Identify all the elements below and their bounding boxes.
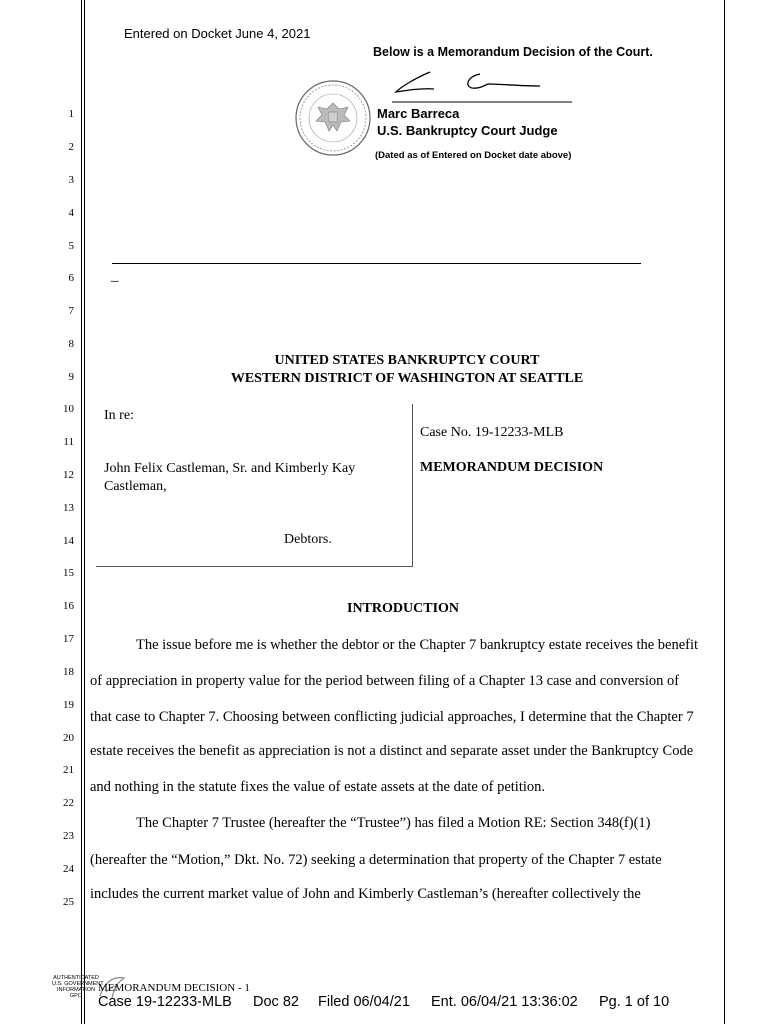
gpo-text: GPO	[69, 993, 83, 999]
page-footer-label: MEMORANDUM DECISION - 1	[98, 982, 250, 994]
stray-underscore: _	[111, 268, 119, 284]
court-name: UNITED STATES BANKRUPTCY COURT	[274, 353, 540, 368]
debtor-names-line2: Castleman,	[104, 479, 167, 494]
body-text-line: of appreciation in property value for the period between filing of a Chapter 13 case and conversion of	[90, 673, 680, 689]
line-number: 4	[68, 207, 74, 219]
line-number: 5	[68, 240, 74, 252]
body-text-line: estate receives the benefit as appreciation is not a distinct and separate asset under the Bankruptcy Code	[90, 743, 694, 759]
gpo-text: AUTHENTICATED	[53, 975, 99, 981]
filing-stamp-doc: Doc 82	[253, 994, 299, 1010]
line-number: 8	[68, 338, 74, 350]
line-number: 14	[63, 535, 74, 547]
judge-title: U.S. Bankruptcy Court Judge	[377, 123, 558, 138]
body-text-line: (hereafter the “Motion,” Dkt. No. 72) seeking a determination that property of the Chapter 7 estate	[90, 852, 662, 868]
line-number: 23	[63, 830, 74, 842]
gpo-authentication-badge	[52, 975, 104, 999]
gpo-text: U.S. GOVERNMENT	[52, 981, 104, 987]
filing-stamp-entered: Ent. 06/04/21 13:36:02	[431, 994, 578, 1010]
line-number: 6	[68, 272, 74, 284]
left-margin-rule-inner	[84, 0, 85, 1024]
line-number: 16	[63, 600, 74, 612]
court-district: WESTERN DISTRICT OF WASHINGTON AT SEATTLE	[230, 371, 584, 386]
section-heading: INTRODUCTION	[347, 601, 460, 616]
line-number: 19	[63, 699, 74, 711]
left-margin-rule	[81, 0, 82, 1024]
signature-icon	[392, 68, 572, 104]
line-number: 13	[63, 502, 74, 514]
line-number: 20	[63, 732, 74, 744]
line-number: 1	[68, 108, 74, 120]
filing-stamp-filed: Filed 06/04/21	[318, 994, 410, 1010]
body-text-line: and nothing in the statute fixes the value of estate assets at the date of petition.	[90, 779, 546, 795]
line-number: 17	[63, 633, 74, 645]
body-text-line: includes the current market value of John and Kimberly Castleman’s (hereafter collectively the	[90, 886, 641, 902]
line-number: 3	[68, 174, 74, 186]
docket-entry: Entered on Docket June 4, 2021	[124, 26, 311, 41]
right-margin-rule	[724, 0, 725, 1024]
filing-stamp-page: Pg. 1 of 10	[599, 994, 670, 1010]
gpo-text: INFORMATION	[56, 987, 96, 993]
memo-notice: Below is a Memorandum Decision of the Court.	[373, 45, 653, 59]
debtor-names-line1: John Felix Castleman, Sr. and Kimberly Kay	[104, 461, 356, 476]
line-number: 10	[63, 403, 74, 415]
court-seal-icon	[294, 79, 372, 157]
judge-name: Marc Barreca	[377, 106, 460, 121]
document-title: MEMORANDUM DECISION	[420, 460, 604, 475]
line-number: 9	[68, 371, 74, 383]
line-number: 15	[63, 567, 74, 579]
line-number: 22	[63, 797, 74, 809]
line-number: 21	[63, 764, 74, 776]
dated-note: (Dated as of Entered on Docket date above)	[375, 150, 572, 161]
line-number: 24	[63, 863, 74, 875]
line-number: 2	[68, 141, 74, 153]
body-text-line: The Chapter 7 Trustee (hereafter the “Trustee”) has filed a Motion RE: Section 348(f)(1)	[136, 815, 651, 831]
line-number: 25	[63, 896, 74, 908]
header-rule	[112, 263, 641, 264]
line-number: 12	[63, 469, 74, 481]
case-number: Case No. 19-12233-MLB	[420, 425, 564, 440]
filing-stamp-case: Case 19-12233-MLB	[98, 994, 232, 1010]
body-text-line: that case to Chapter 7. Choosing between conflicting judicial approaches, I determine that the Chapter 7	[90, 709, 694, 725]
in-re-label: In re:	[104, 408, 134, 423]
line-number: 11	[63, 436, 74, 448]
debtors-label: Debtors.	[284, 532, 332, 547]
line-number: 7	[68, 305, 74, 317]
body-text-line: The issue before me is whether the debtor or the Chapter 7 bankruptcy estate receives the benefit	[136, 637, 699, 653]
line-number: 18	[63, 666, 74, 678]
